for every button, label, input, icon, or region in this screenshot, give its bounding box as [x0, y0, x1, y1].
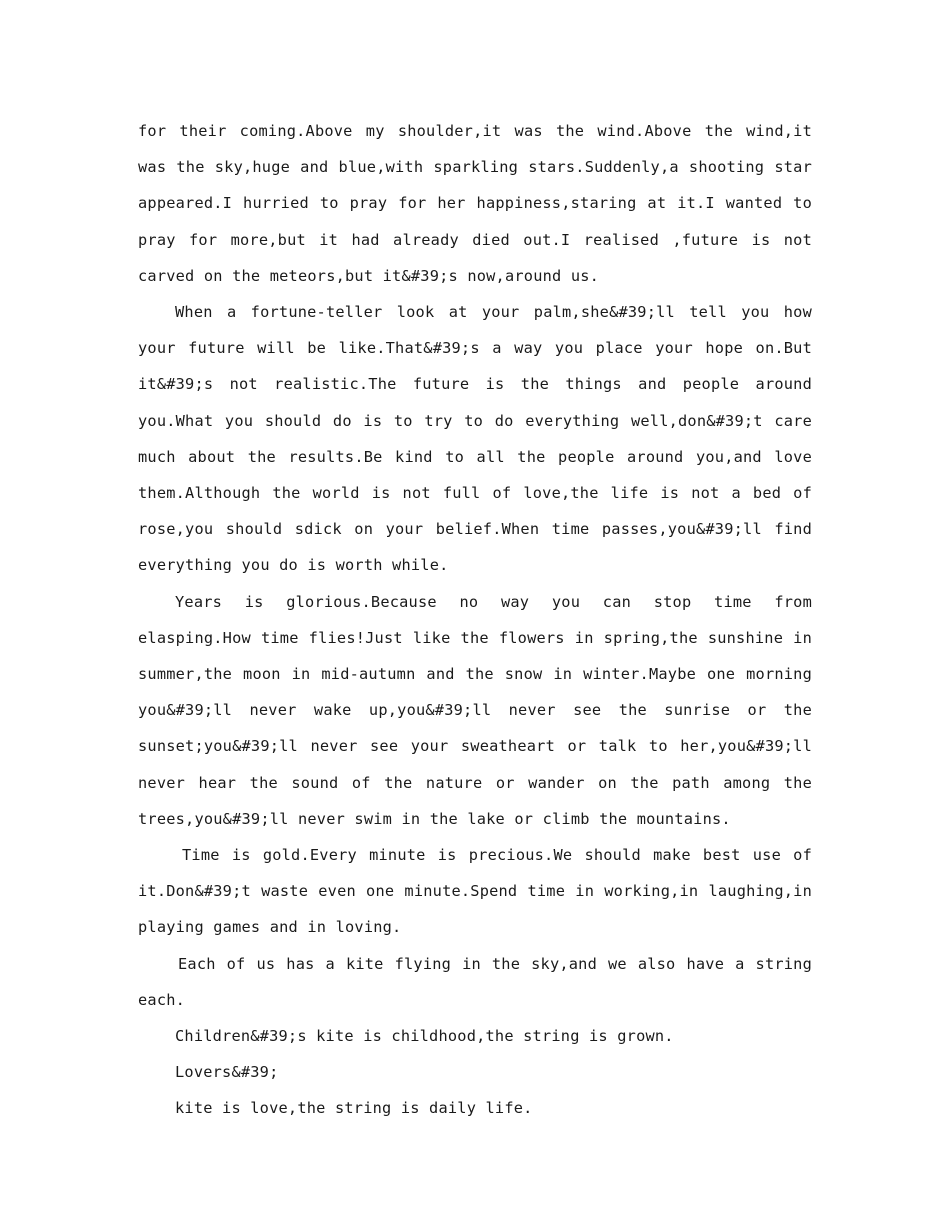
- paragraph-3: Years is glorious.Because no way you can stop time from elasping.How time flies!Just like the flowers in spring,the sunshine in summer,the moon in mid-autumn and the snow in winter.Maybe one morning you&#39;ll never wake up,you&#39;ll never see the sunrise or the sunset;you&#39;ll never see your sweatheart or talk to her,you&#39;ll never hear the sound of the nature or wander on the path among the trees,you&#39;ll never swim in the lake or climb the mountains.: [138, 592, 812, 828]
- paragraph-5: Each of us has a kite flying in the sky,and we also have a string each.: [138, 954, 812, 1009]
- paragraph-2: When a fortune-teller look at your palm,she&#39;ll tell you how your future will be like.That&#39;s a way you place your hope on.But it&#39;s not realistic.The future is the things and people around you.What you should do is to try to do everything well,don&#39;t care much about the results.Be kind to all the people around you,and love them.Although the world is not full of love,the life is not a bed of rose,you should sdick on your belief.When time passes,you&#39;ll find everything you do is worth while.: [138, 303, 812, 575]
- paragraph-7: Lovers&#39;: [175, 1063, 279, 1082]
- paragraph-6: Children&#39;s kite is childhood,the string is grown.: [175, 1027, 674, 1046]
- paragraph-4: Time is gold.Every minute is precious.We should make best use of it.Don&#39;t waste even one minute.Spend time in working,in laughing,in playing games and in loving.: [138, 846, 812, 937]
- paragraph-1: for their coming.Above my shoulder,it was the wind.Above the wind,it was the sky,huge and blue,with sparkling stars.Suddenly,a shooting star appeared.I hurried to pray for her happiness,staring at it.I wanted to pray for more,but it had already died out.I realised ,future is not carved on the meteors,but it&#39;s now,around us.: [138, 122, 812, 285]
- paragraph-8: kite is love,the string is daily life.: [175, 1099, 533, 1118]
- document-body: [138, 113, 812, 1127]
